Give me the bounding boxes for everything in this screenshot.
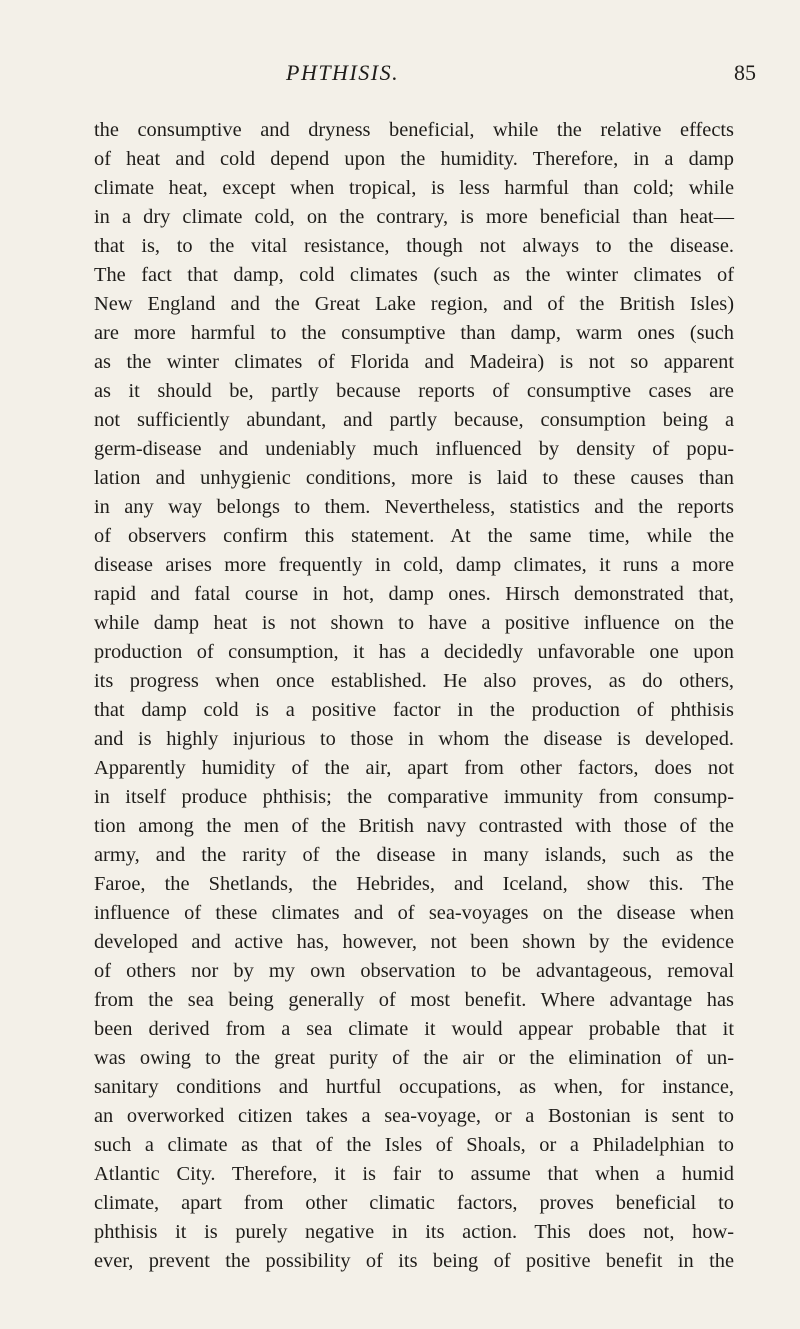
text-line: Faroe, the Shetlands, the Hebrides, and Iceland, show this. The [94, 873, 734, 895]
text-line: ever, prevent the possibility of its being of positive benefit in the [94, 1250, 734, 1272]
text-line: production of consumption, it has a decidedly unfavorable one upon [94, 641, 734, 663]
text-line: sanitary conditions and hurtful occupations, as when, for instance, [94, 1076, 734, 1098]
text-line: Atlantic City. Therefore, it is fair to assume that when a humid [94, 1163, 734, 1185]
text-line: rapid and fatal course in hot, damp ones. Hirsch demonstrated that, [94, 583, 734, 605]
text-line: influence of these climates and of sea-voyages on the disease when [94, 902, 734, 924]
text-line: climate, apart from other climatic factors, proves beneficial to [94, 1192, 734, 1214]
text-line: from the sea being generally of most benefit. Where advantage has [94, 989, 734, 1011]
text-line: the consumptive and dryness beneficial, while the relative effects [94, 119, 734, 141]
text-line: that is, to the vital resistance, though not always to the disease. [94, 235, 734, 257]
text-line: The fact that damp, cold climates (such as the winter climates of [94, 264, 734, 286]
text-line: and is highly injurious to those in whom the disease is developed. [94, 728, 734, 750]
text-line: was owing to the great purity of the air or the elimination of un- [94, 1047, 734, 1069]
text-line: been derived from a sea climate it would appear probable that it [94, 1018, 734, 1040]
text-line: Apparently humidity of the air, apart from other factors, does not [94, 757, 734, 779]
running-head-title: PHTHISIS. [286, 60, 400, 85]
text-line: disease arises more frequently in cold, damp climates, it runs a more [94, 554, 734, 576]
text-line: in itself produce phthisis; the comparative immunity from consump- [94, 786, 734, 808]
text-line: of others nor by my own observation to be advantageous, removal [94, 960, 734, 982]
text-line: lation and unhygienic conditions, more is laid to these causes than [94, 467, 734, 489]
body-text [94, 116, 734, 1276]
text-line: as it should be, partly because reports of consumptive cases are [94, 380, 734, 402]
text-line: tion among the men of the British navy contrasted with those of the [94, 815, 734, 837]
text-line: New England and the Great Lake region, and of the British Isles) [94, 293, 734, 315]
text-line: of observers confirm this statement. At the same time, while the [94, 525, 734, 547]
text-line: such a climate as that of the Isles of Shoals, or a Philadelphian to [94, 1134, 734, 1156]
text-line: not sufficiently abundant, and partly because, consumption being a [94, 409, 734, 431]
text-line: its progress when once established. He also proves, as do others, [94, 670, 734, 692]
text-line: phthisis it is purely negative in its action. This does not, how- [94, 1221, 734, 1243]
text-line: climate heat, except when tropical, is less harmful than cold; while [94, 177, 734, 199]
text-line: as the winter climates of Florida and Madeira) is not so apparent [94, 351, 734, 373]
text-line: in any way belongs to them. Nevertheless, statistics and the reports [94, 496, 734, 518]
text-line: that damp cold is a positive factor in the production of phthisis [94, 699, 734, 721]
text-line: an overworked citizen takes a sea-voyage, or a Bostonian is sent to [94, 1105, 734, 1127]
page-number: 85 [734, 60, 756, 85]
text-line: are more harmful to the consumptive than damp, warm ones (such [94, 322, 734, 344]
text-line: army, and the rarity of the disease in many islands, such as the [94, 844, 734, 866]
text-line: while damp heat is not shown to have a positive influence on the [94, 612, 734, 634]
text-line: germ-disease and undeniably much influenced by density of popu- [94, 438, 734, 460]
text-line: of heat and cold depend upon the humidity. Therefore, in a damp [94, 148, 734, 170]
text-line: developed and active has, however, not been shown by the evidence [94, 931, 734, 953]
text-line: in a dry climate cold, on the contrary, is more beneficial than heat— [94, 206, 734, 228]
